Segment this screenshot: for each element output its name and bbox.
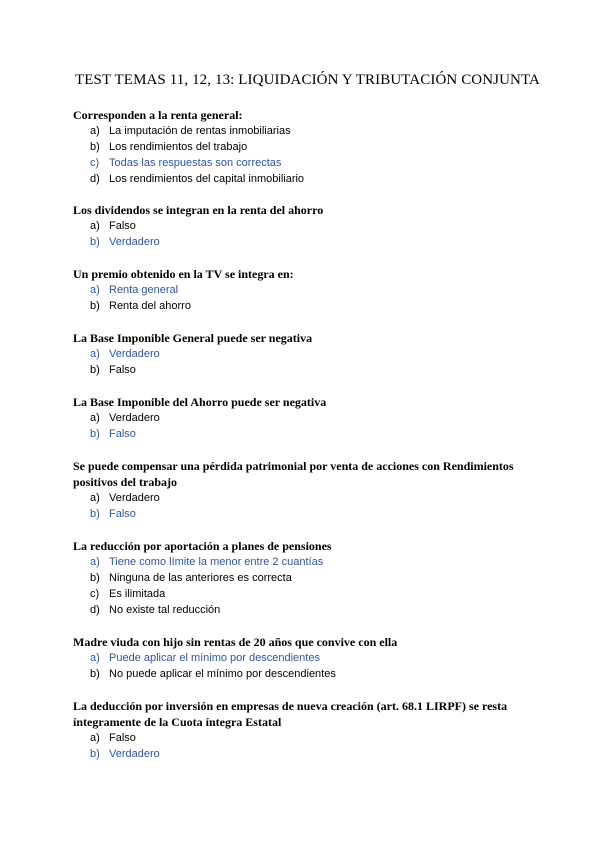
option-label: Los rendimientos del trabajo bbox=[109, 141, 248, 153]
option-label: La imputación de rentas inmobiliarias bbox=[109, 125, 291, 137]
question-4 bbox=[73, 330, 533, 378]
question-8 bbox=[73, 634, 533, 682]
options-list bbox=[73, 282, 533, 314]
option-label: Tiene como límite la menor entre 2 cuantías bbox=[109, 556, 324, 568]
option-label: Falso bbox=[109, 428, 136, 440]
option-label: Los rendimientos del capital inmobiliario bbox=[109, 173, 305, 185]
question-6 bbox=[73, 458, 533, 522]
question-7 bbox=[73, 538, 533, 618]
question-5 bbox=[73, 394, 533, 442]
question-9 bbox=[73, 698, 533, 762]
option-label: Renta del ahorro bbox=[109, 300, 191, 312]
option-a: a) Falso bbox=[90, 220, 136, 232]
option-b: b) Falso bbox=[90, 508, 136, 520]
option-label: Renta general bbox=[109, 284, 179, 296]
options-list bbox=[73, 490, 533, 522]
option-label: Falso bbox=[109, 508, 136, 520]
question-text: Corresponden a la renta general: bbox=[73, 108, 243, 122]
option-label: No puede aplicar el mínimo por descendientes bbox=[109, 668, 336, 680]
option-label: Verdadero bbox=[109, 348, 160, 360]
option-d: d) No existe tal reducción bbox=[90, 604, 221, 616]
option-a: a) Verdadero bbox=[90, 412, 160, 424]
options-list bbox=[73, 650, 533, 682]
option-label: Falso bbox=[109, 220, 136, 232]
question-text: La Base Imponible del Ahorro puede ser negativa bbox=[73, 395, 327, 409]
option-a: a) Verdadero bbox=[90, 492, 160, 504]
option-label: Verdadero bbox=[109, 412, 160, 424]
option-b: b) Falso bbox=[90, 428, 136, 440]
question-text: La deducción por inversión en empresas de nueva creación (art. 68.1 LIRPF) se resta íntegramente de la Cuota íntegra Estatal bbox=[73, 699, 508, 729]
option-a: a) Puede aplicar el mínimo por descendientes bbox=[90, 652, 320, 664]
option-b: b) Ninguna de las anteriores es correcta bbox=[90, 572, 292, 584]
option-a: a) Renta general bbox=[90, 284, 179, 296]
options-list bbox=[73, 346, 533, 378]
option-b: b) Los rendimientos del trabajo bbox=[90, 141, 248, 153]
question-2 bbox=[73, 202, 533, 250]
option-a: a) Falso bbox=[90, 732, 136, 744]
page-title: TEST TEMAS 11, 12, 13: LIQUIDACIÓN Y TRIBUTACIÓN CONJUNTA bbox=[75, 72, 540, 88]
options-list bbox=[73, 123, 533, 187]
question-text: Los dividendos se integran en la renta del ahorro bbox=[73, 203, 324, 217]
question-1 bbox=[73, 107, 533, 187]
question-text: La reducción por aportación a planes de pensiones bbox=[73, 539, 332, 553]
option-label: Todas las respuestas son correctas bbox=[109, 157, 282, 169]
option-label: Falso bbox=[109, 364, 136, 376]
option-b: b) No puede aplicar el mínimo por descendientes bbox=[90, 668, 336, 680]
option-label: Es ilimitada bbox=[109, 588, 166, 600]
option-b: b) Falso bbox=[90, 364, 136, 376]
option-label: Verdadero bbox=[109, 492, 160, 504]
options-list bbox=[73, 218, 533, 250]
option-a: a) Tiene como límite la menor entre 2 cuantías bbox=[90, 556, 324, 568]
options-list bbox=[73, 730, 533, 762]
question-text: La Base Imponible General puede ser negativa bbox=[73, 331, 313, 345]
option-a: a) La imputación de rentas inmobiliarias bbox=[90, 125, 291, 137]
question-3 bbox=[73, 266, 533, 314]
option-label: No existe tal reducción bbox=[109, 604, 221, 616]
option-label: Puede aplicar el mínimo por descendientes bbox=[109, 652, 320, 664]
option-a: a) Verdadero bbox=[90, 348, 160, 360]
question-text: Se puede compensar una pérdida patrimonial por venta de acciones con Rendimientos positivos del trabajo bbox=[73, 459, 514, 489]
options-list bbox=[73, 410, 533, 442]
option-label: Falso bbox=[109, 732, 136, 744]
option-c: c) Es ilimitada bbox=[90, 588, 166, 600]
option-b: b) Verdadero bbox=[90, 236, 160, 248]
option-label: Verdadero bbox=[109, 748, 160, 760]
option-label: Verdadero bbox=[109, 236, 160, 248]
option-c: c) Todas las respuestas son correctas bbox=[90, 157, 282, 169]
option-b: b) Renta del ahorro bbox=[90, 300, 191, 312]
option-label: Ninguna de las anteriores es correcta bbox=[109, 572, 292, 584]
options-list bbox=[73, 554, 533, 618]
option-d: d) Los rendimientos del capital inmobiliario bbox=[90, 173, 305, 185]
question-text: Madre viuda con hijo sin rentas de 20 años que convive con ella bbox=[73, 635, 398, 649]
question-text: Un premio obtenido en la TV se integra en: bbox=[73, 267, 294, 281]
option-b: b) Verdadero bbox=[90, 748, 160, 760]
